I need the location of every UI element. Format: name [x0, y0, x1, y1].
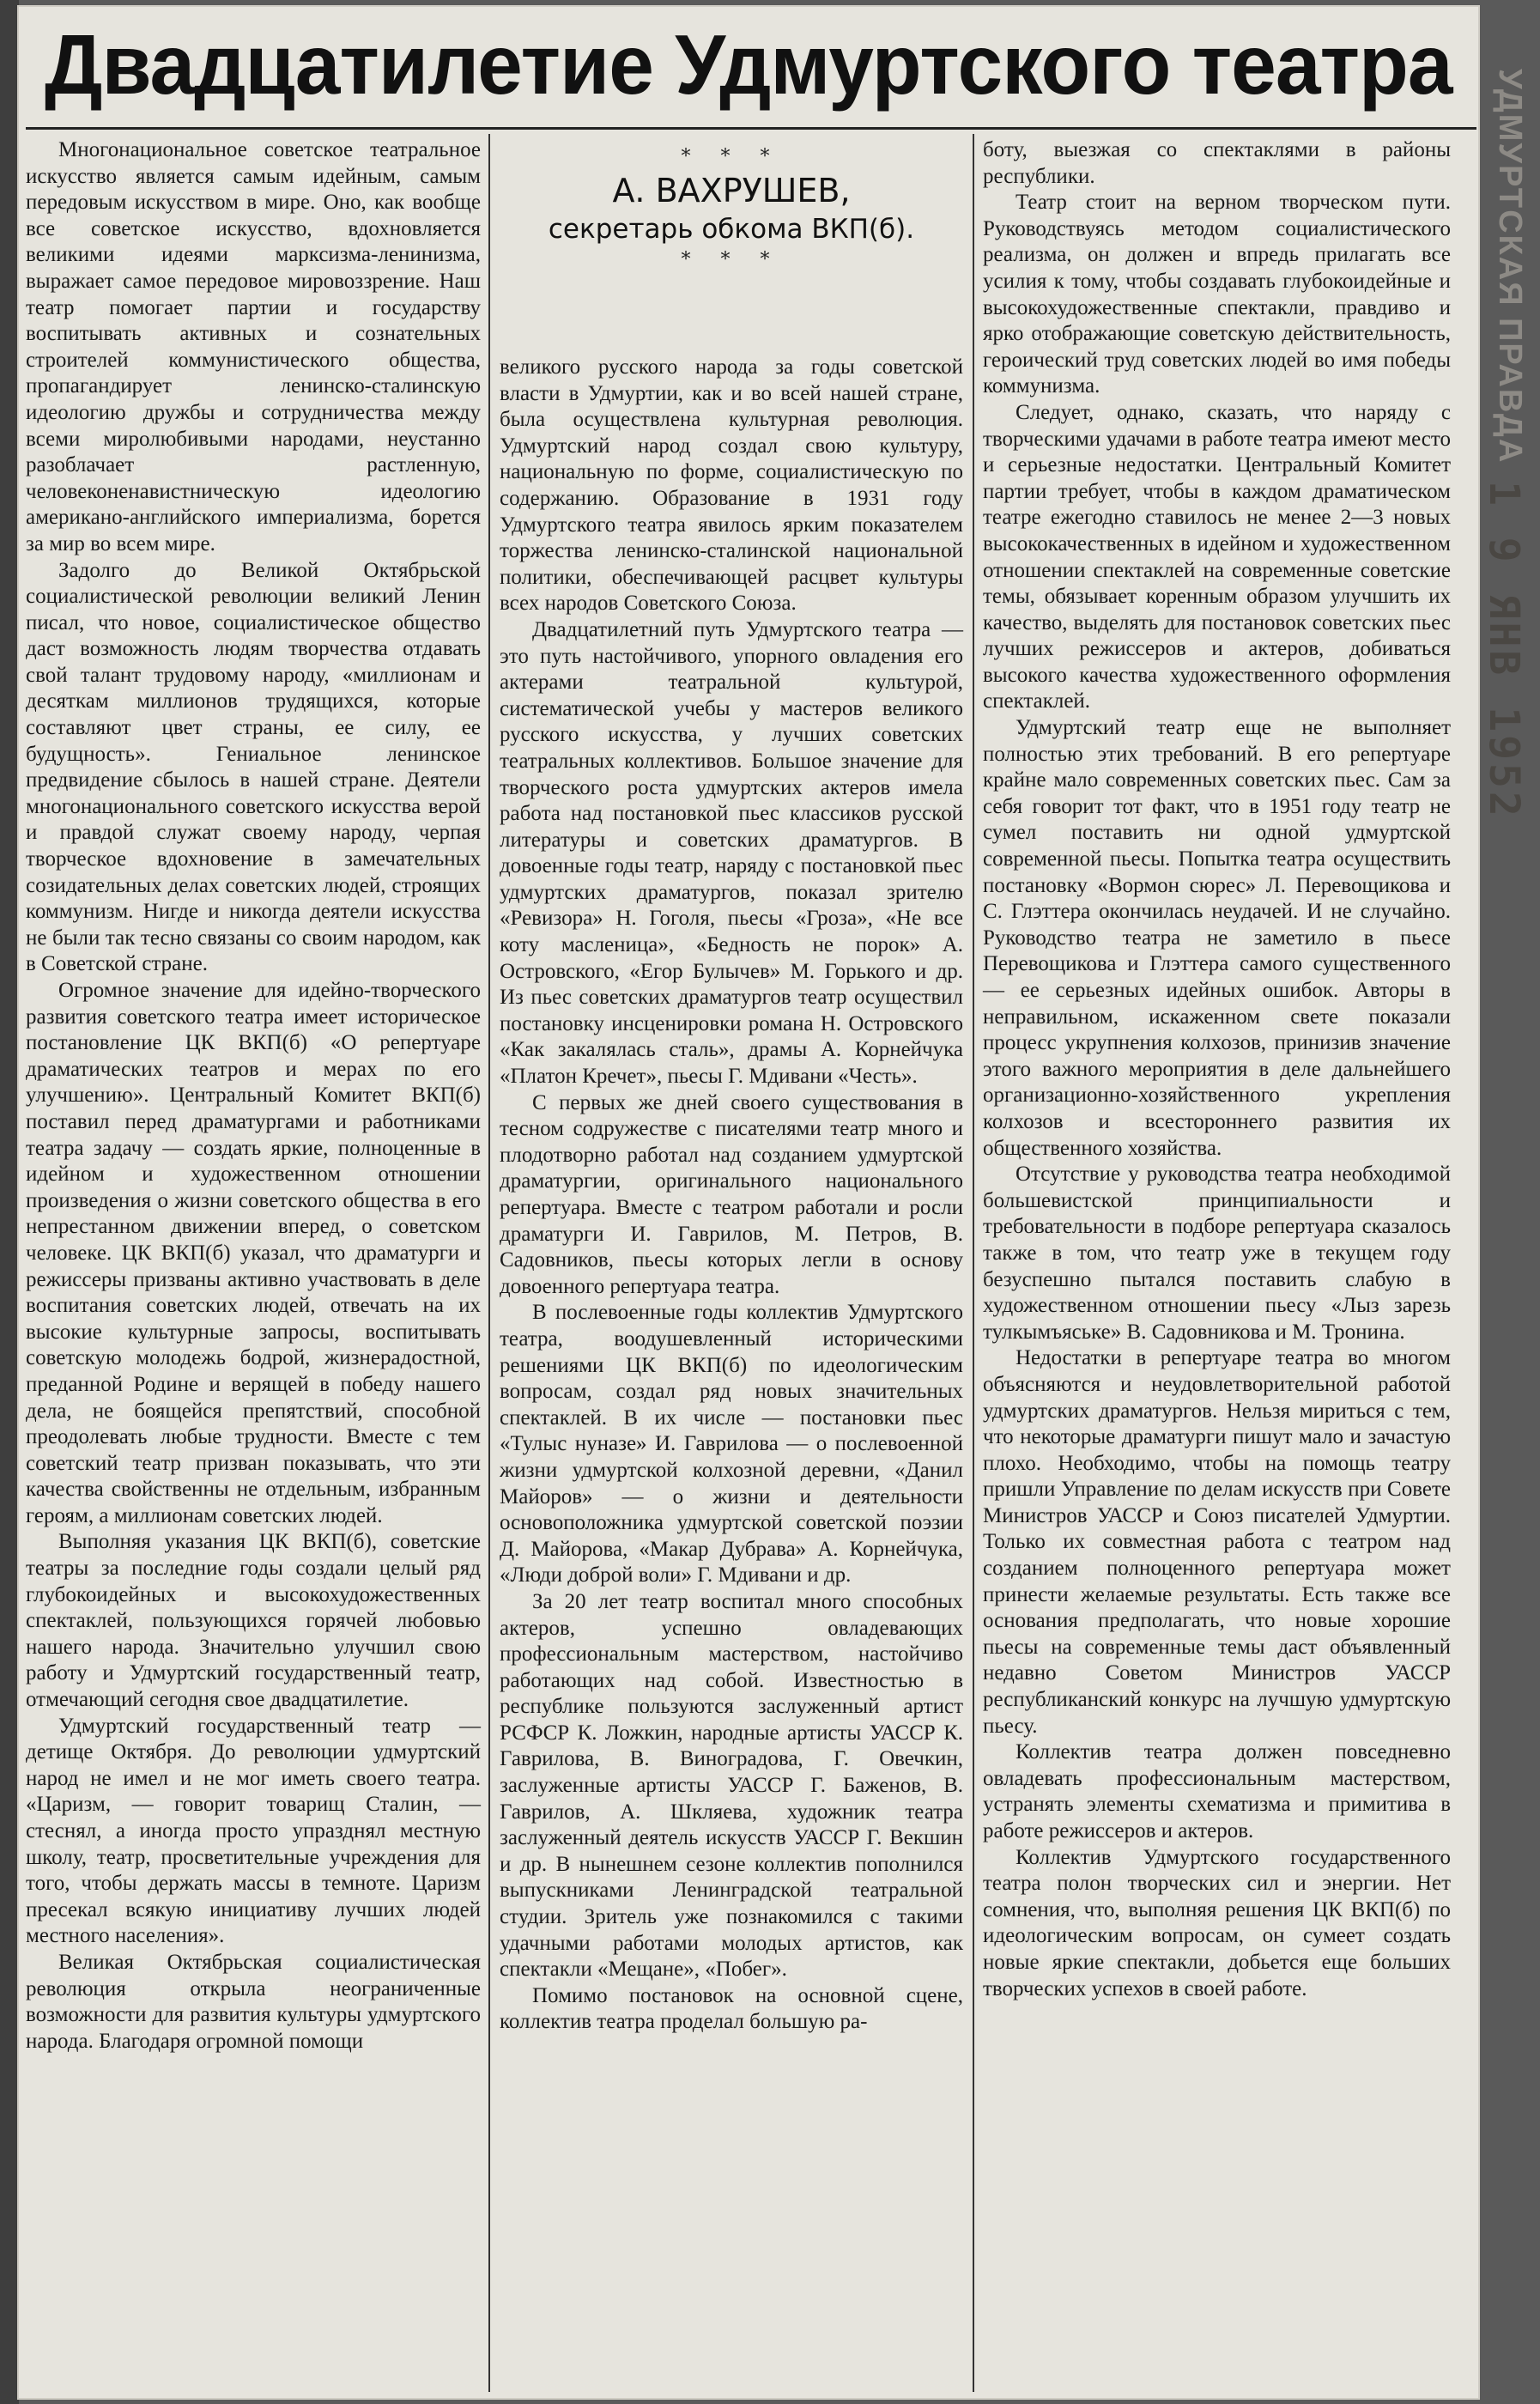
author-name: А. ВАХРУШЕВ, [612, 172, 851, 209]
column-divider-2 [973, 134, 974, 2392]
masthead-stamp: УДМУРТСКАЯ ПРАВДА [1492, 69, 1528, 464]
article-column-1 [26, 137, 481, 2055]
paragraph: За 20 лет театр воспитал много способных актеров, успешно овладевающих профессиональным мастерством, настойчиво работающих над собой. Известностью в республике пользуются заслуженный артист РСФСР К. Ложкин, народные артисты УАССР К. Гаврилова, В. Виноградова, Г. Овечкин, заслуженные артисты УАССР Г. Баженов, В. Гаврилов, А. Шкляева, художник театра заслуженный деятель искусств УАССР Г. Векшин и др. В нынешнем сезоне коллектив пополнился выпускниками Ленинградской театральной студии. Зритель уже познакомился с такими удачными работами молодых артистов, как спектакли «Мещане», «Побег». [500, 1589, 963, 1982]
paragraph: Огромное значение для идейно-творческого развития советского театра имеет историческое постановление ЦК ВКП(б) «О репертуаре драматических театров и мерах по его улучшению». Центральный Комитет ВКП(б) поставил перед драматургами и работниками театра задачу — создать яркие, полноценные в идейном и художественном отношении произведения о жизни советского общества в его непрестанном движении вперед, о советском человеке. ЦК ВКП(б) указал, что драматурги и режиссеры призваны активно участвовать в деле воспитания советских людей, отвечать на их высокие культурные запросы, воспитывать советскую молодежь бодрой, жизнерадостной, преданной Родине и верящей в победу нашего дела, не боящейся препятствий, способной преодолевать любые трудности. Вместе с тем советский театр призван показывать, что эти качества свойственны не отдельным, избранным героям, а миллионам советских людей. [26, 979, 481, 1527]
author-position: секретарь обкома ВКП(б). [548, 214, 915, 245]
byline-block [500, 144, 963, 273]
paragraph: Многонациональное советское театральное искусство является самым идейным, самым передовым искусством в мире. Оно, как вообще все советское искусство, вдохновляется великими идеями марксизма-ленинизма, выражает самое передовое мировоззрение. Наш театр помогает партии и государству воспитывать активных и сознательных строителей коммунистического общества, пропагандирует ленинско-сталинскую идеологию дружбы и сотрудничества между всеми миролюбивыми народами, неустанно разоблачает растленную, человеконенавистническую идеологию американо-английского империализма, борется за мир во всем мире. [26, 138, 481, 555]
column-divider-1 [488, 134, 490, 2392]
article-column-2 [500, 355, 963, 2036]
paragraph: Следует, однако, сказать, что наряду с творческими удачами в работе театра имеют место и серьезные недостатки. Центральный Комитет партии требует, чтобы в каждом драматическом театре ежегодно ставилось не менее 2—3 новых высококачественных в идейном и художественном отношении спектаклей на современные советские темы, обязывает коренным образом улучшить их качество, выделять для постановок советских пьес лучших режиссеров и актеров, добиваться высокого качества художественного оформления спектаклей. [983, 400, 1451, 713]
paragraph: Коллектив театра должен повседневно овладевать профессиональным мастерством, устранять элементы схематизма и примитива в работе режиссеров и актеров. [983, 1740, 1451, 1842]
paragraph: Великая Октябрьская социалистическая революция открыла неограниченные возможности для развития культуры удмуртского народа. Благодаря огромной помощи [26, 1950, 481, 2053]
stars-bottom: * * * [681, 249, 782, 270]
paragraph: Двадцатилетний путь Удмуртского театра — это путь настойчивого, упорного овладения его актерами театральной культурой, систематической учебы у мастеров великого русского искусства, у лучших советских театральных коллективов. Большое значение для творческого роста удмуртских актеров имела работа над постановкой пьес классиков русской литературы и советских драматургов. В довоенные годы театр, наряду с постановкой пьес удмуртских драматургов, показал зрителю «Ревизора» Н. Гоголя, пьесы «Гроза», «Не все коту масленица», «Бедность не порок» А. Островского, «Егор Булычев» М. Горького и др. Из пьес советских драматургов театр осуществил постановку инсценировки романа Н. Островского «Как закалялась сталь», драмы А. Корнейчука «Платон Кречет», пьесы Г. Мдивани «Честь». [500, 617, 963, 1089]
stars-top: * * * [681, 146, 782, 167]
headline-rule [26, 127, 1476, 130]
paragraph: Удмуртский театр еще не выполняет полностью этих требований. В его репертуаре крайне мало современных советских пьес. Сам за себя говорит тот факт, что в 1951 году театр не сумел поставить ни одной удмуртской современной пьесы. Попытка театра осуществить постановку «Вормон сюрес» Л. Перевощикова и С. Глэттера окончилась неудачей. И не случайно. Руководство театра не заметило в пьесе Перевощикова и Глэттера самого существенного — ее серьезных идейных ошибок. Авторы в неправильном, искаженном свете показали процесс укрупнения колхозов, принизив значение этого важного мероприятия в деле дальнейшего организационно-хозяйственного укрепления колхозов и всестороннего развития их общественного хозяйства. [983, 716, 1451, 1160]
paragraph: Задолго до Великой Октябрьской социалистической революции великий Ленин писал, что новое, социалистическое общество даст возможность людям творчества отдавать свой талант трудовому народу, «миллионам и десяткам миллионов трудящихся, которые составляют цвет страны, ее силу, ее будущность». Гениальное ленинское предвидение сбылось в нашей стране. Деятели многонационального советского искусства верой и правдой служат своему народу, черпая творческое вдохновение в замечательных созидательных делах советских людей, строящих коммунизм. Нигде и никогда деятели искусства не были так тесно связаны со своим народом, как в Советской стране. [26, 558, 481, 976]
headline: Двадцатилетие Удмуртского театра [45, 17, 1452, 112]
paragraph: Помимо постановок на основной сцене, коллектив театра проделал большую ра- [500, 1983, 963, 2034]
paragraph: Коллектив Удмуртского государственного театра полон творческих сил и энергии. Нет сомнения, что, выполняя решения ЦК ВКП(б) по идеологическим вопросам, он сумеет создать новые яркие спектакли, добьется еще больших творческих успехов в своей работе. [983, 1845, 1451, 2000]
paragraph: Отсутствие у руководства театра необходимой большевистской принципиальности и требовательности в подборе репертуара сказалось также в том, что театр уже в текущем году безуспешно пытался поставить слабую в художественном отношении пьесу «Лыз зарезь тулкымъяське» В. Садовникова и М. Тронина. [983, 1163, 1451, 1344]
paragraph: В послевоенные годы коллектив Удмуртского театра, воодушевленный историческими решениями ЦК ВКП(б) по идеологическим вопросам, создал ряд новых значительных спектаклей. В их числе — постановки пьес «Тулыс нуназе» И. Гаврилова — о послевоенной жизни удмуртской колхозной деревни, «Данил Майоров» — о жизни и деятельности основоположника удмуртской советской поэзии Д. Майорова, «Макар Дубрава» А. Корнейчука, «Люди доброй воли» Г. Мдивани и др. [500, 1301, 963, 1587]
newspaper-clipping [19, 7, 1478, 2398]
date-stamp: 1 9 ЯНВ 1952 [1480, 481, 1528, 820]
paragraph: С первых же дней своего существования в тесном содружестве с писателями театр много и плодотворно работал над созданием удмуртской драматургии, оригинального национального репертуара. Вместе с театром работали и росли драматурги И. Гаврилов, М. Петров, В. Садовников, пьесы которых легли в основу довоенного репертуара театра. [500, 1090, 963, 1298]
article-column-3 [983, 137, 1451, 2002]
paragraph: Недостатки в репертуаре театра во многом объясняются и неудовлетворительной работой удмуртских драматургов. Нельзя мириться с тем, что некоторые драматурги пишут мало и зачастую плохо. Необходимо, чтобы на помощь театру пришли Управление по делам искусств при Совете Министров УАССР и Союз писателей Удмуртии. Только их совместная работа с театром над созданием полноценного репертуара может принести желаемые результаты. Есть также все основания предполагать, что новые хорошие пьесы на современные темы даст объявленный недавно Советом Министров УАССР республиканский конкурс на лучшую удмуртскую пьесу. [983, 1346, 1451, 1738]
paragraph: великого русского народа за годы советской власти в Удмуртии, как и во всей нашей стране, была осуществлена культурная революция. Удмуртский народ создал свою культуру, национальную по форме, социалистическую по содержанию. Образование в 1931 году Удмуртского театра явилось ярким показателем торжества ленинско-сталинской национальной политики, обеспечивающей расцвет культуры всех народов Советского Союза. [500, 355, 963, 616]
paragraph: боту, выезжая со спектаклями в районы республики. [983, 138, 1451, 188]
paragraph: Театр стоит на верном творческом пути. Руководствуясь методом социалистического реализма, он должен и впредь прилагать все усилия к тому, чтобы создавать глубокоидейные и высокохудожественные спектакли, правдиво и ярко отображающие советскую действительность, героический труд советских людей во имя победы коммунизма. [983, 191, 1451, 398]
scan-background-edge [0, 0, 19, 2404]
paragraph: Удмуртский государственный театр — детище Октября. До революции удмуртский народ не имел и не мог иметь своего театра. «Царизм, — говорит товарищ Сталин, — стеснял, а иногда просто упразднял местную школу, театр, просветительные учреждения для того, чтобы держать массы в темноте. Царизм пресекал всякую инициативу лучших людей местного населения». [26, 1714, 481, 1948]
paragraph: Выполняя указания ЦК ВКП(б), советские театры за последние годы создали целый ряд глубокоидейных и высокохудожественных спектаклей, пользующихся горячей любовью нашего народа. Значительно улучшил свою работу и Удмуртский государственный театр, отмечающий сегодня свое двадцатилетие. [26, 1530, 481, 1712]
